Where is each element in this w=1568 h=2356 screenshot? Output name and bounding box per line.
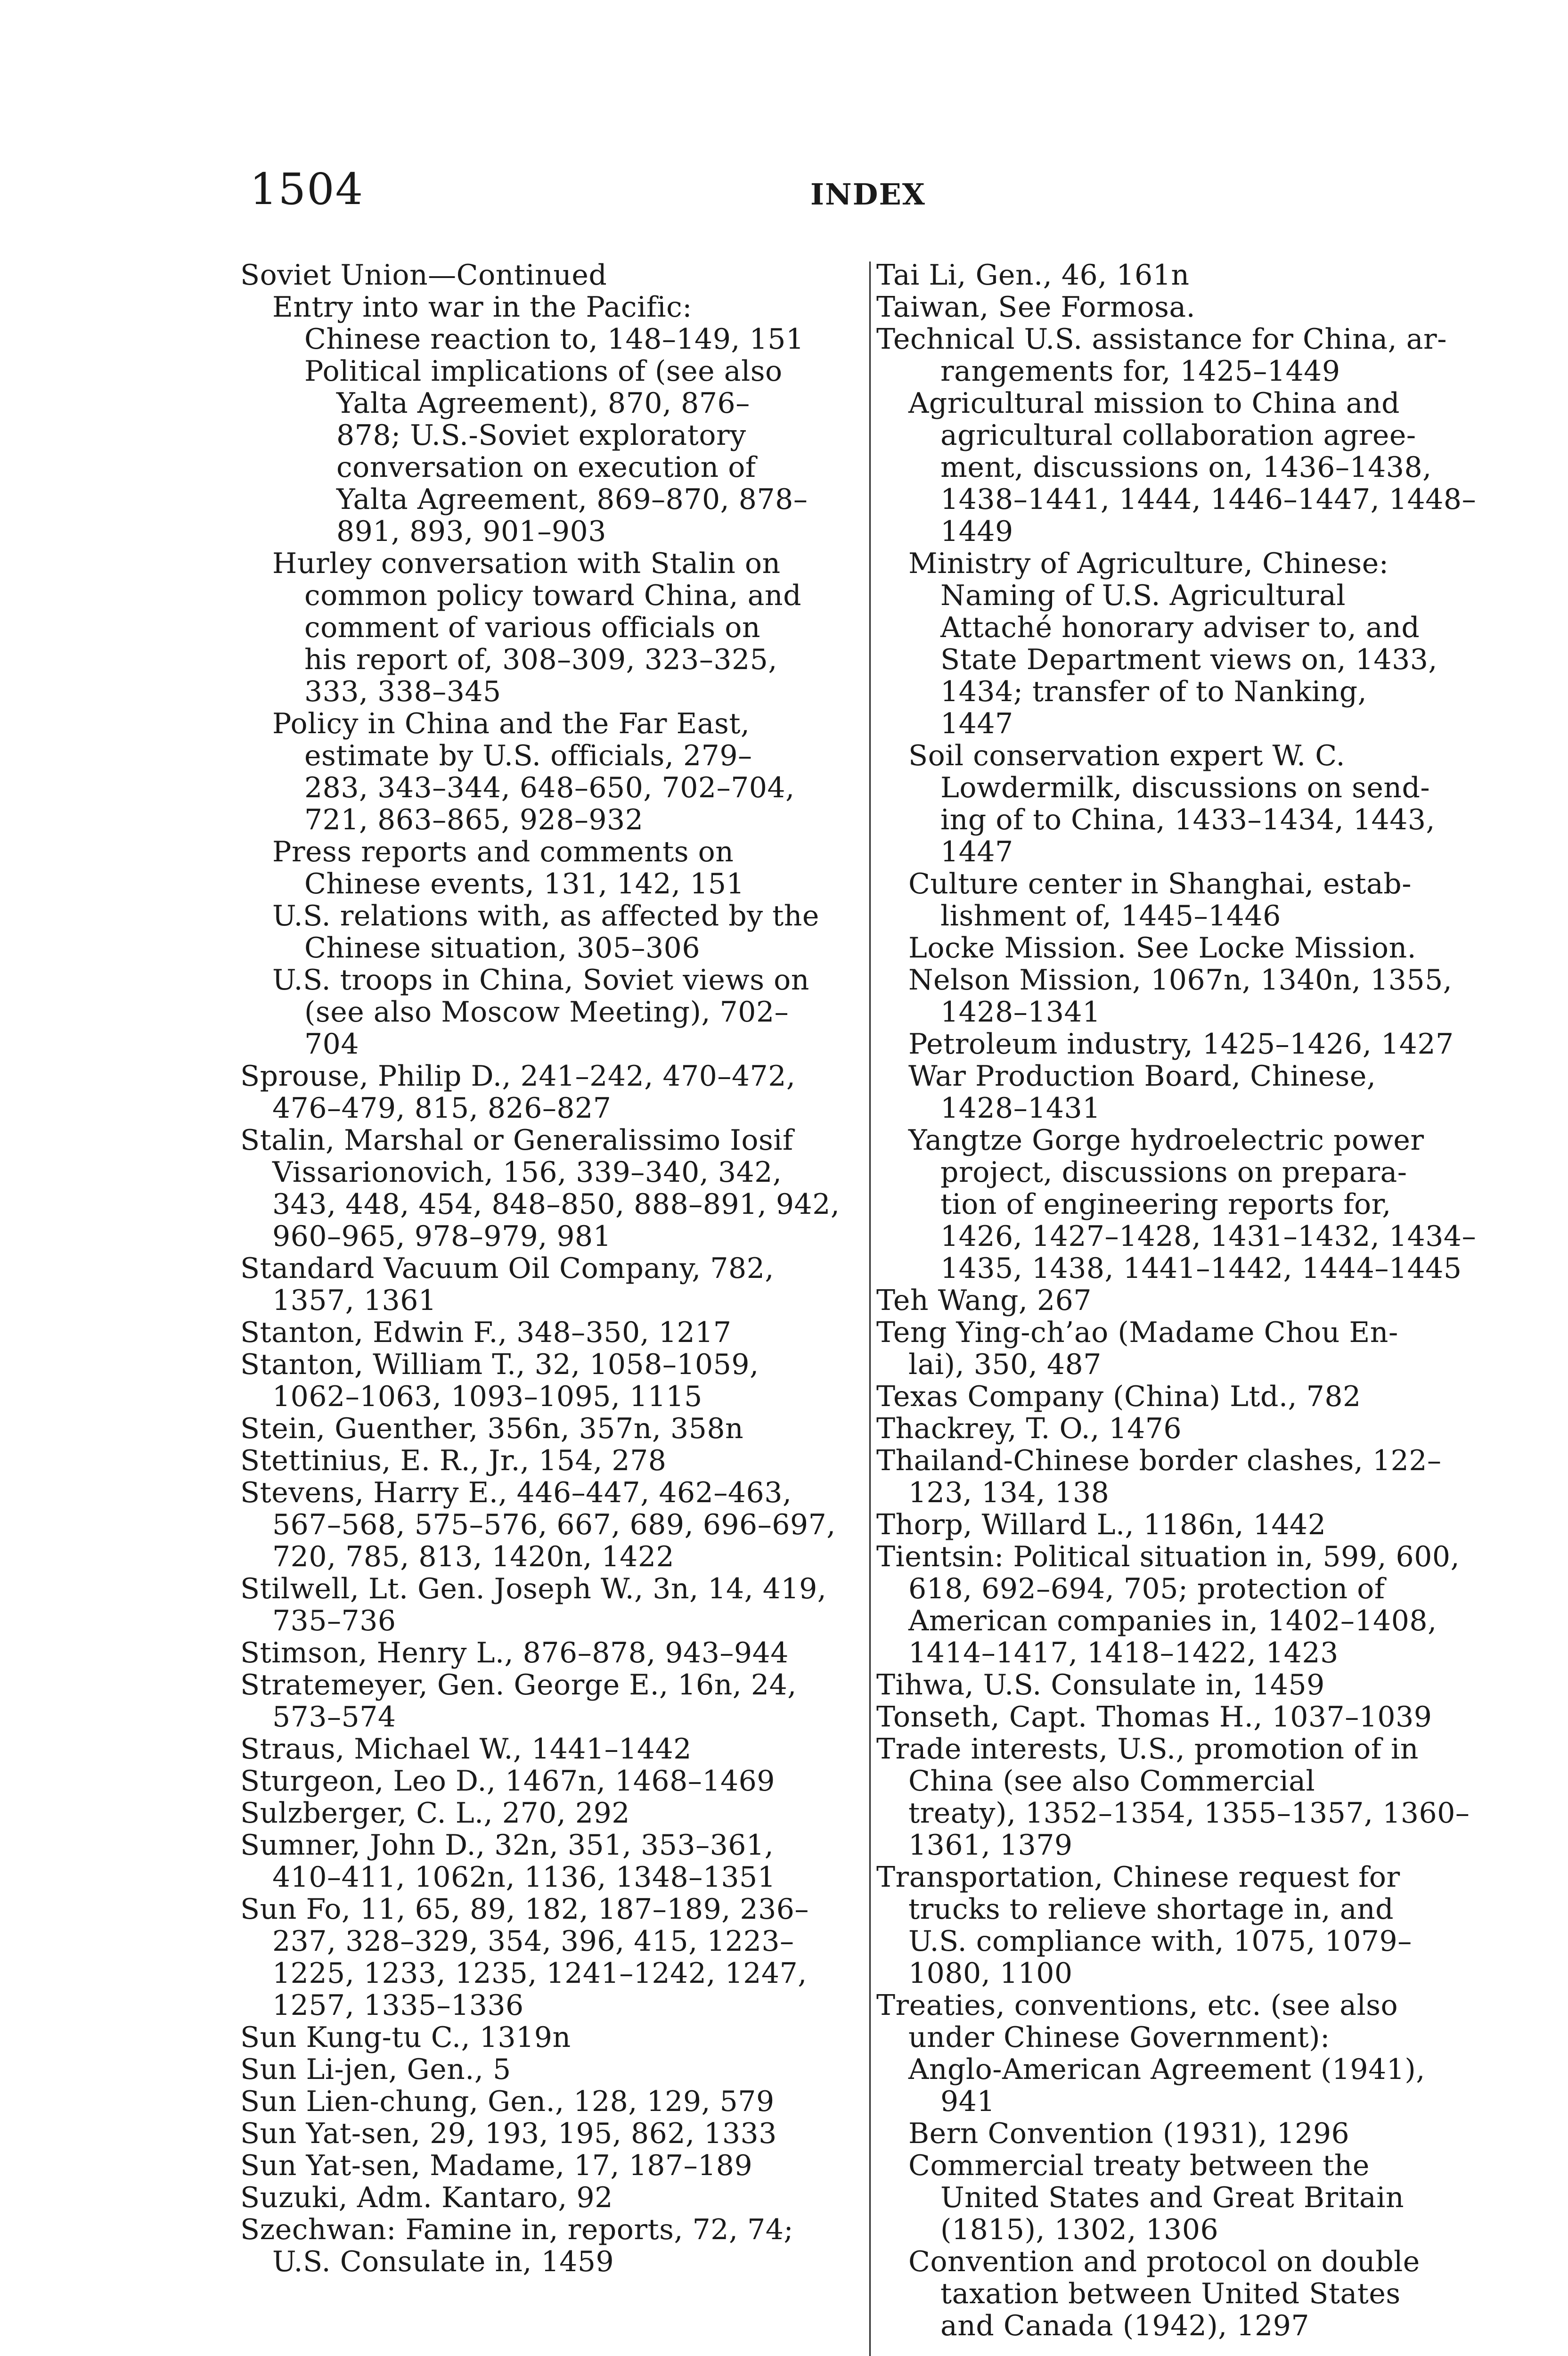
index-entry-line: U.S. Consulate in, 1459 xyxy=(272,2245,614,2278)
index-entry-line: 1062–1063, 1093–1095, 1115 xyxy=(272,1380,702,1413)
index-entry-line: 1438–1441, 1444, 1446–1447, 1448– xyxy=(940,483,1477,516)
index-entry-line: Convention and protocol on double xyxy=(908,2245,1420,2278)
index-entry-line: his report of, 308–309, 323–325, xyxy=(304,643,777,676)
index-entry-line: lishment of, 1445–1446 xyxy=(940,900,1281,933)
index-entry-line: Chinese events, 131, 142, 151 xyxy=(304,867,745,900)
index-entry-line: Stevens, Harry E., 446–447, 462–463, xyxy=(240,1476,792,1509)
index-entry-line: 1225, 1233, 1235, 1241–1242, 1247, xyxy=(272,1957,807,1990)
index-entry-line: trucks to relieve shortage in, and xyxy=(908,1893,1394,1926)
index-entry-line: U.S. compliance with, 1075, 1079– xyxy=(908,1925,1412,1958)
index-entry-line: 1449 xyxy=(940,515,1013,548)
index-entry-line: Agricultural mission to China and xyxy=(908,387,1400,420)
index-entry-line: Commercial treaty between the xyxy=(908,2149,1370,2182)
index-entry-line: 283, 343–344, 648–650, 702–704, xyxy=(304,771,795,804)
page-number: 1504 xyxy=(250,164,364,214)
index-entry-line: under Chinese Government): xyxy=(908,2021,1330,2054)
index-entry-line: Sun Lien-chung, Gen., 128, 129, 579 xyxy=(240,2085,775,2118)
index-entry-line: Chinese situation, 305–306 xyxy=(304,932,701,965)
index-entry-line: Sun Li-jen, Gen., 5 xyxy=(240,2053,511,2086)
index-entry-line: Vissarionovich, 156, 339–340, 342, xyxy=(272,1156,782,1189)
index-entry-line: 1361, 1379 xyxy=(908,1829,1073,1862)
index-entry-line: Political implications of (see also xyxy=(304,355,783,388)
index-entry-line: agricultural collaboration agree- xyxy=(940,419,1416,452)
index-entry-line: Sturgeon, Leo D., 1467n, 1468–1469 xyxy=(240,1765,775,1798)
index-entry-line: Petroleum industry, 1425–1426, 1427 xyxy=(908,1028,1454,1061)
running-head: INDEX xyxy=(810,177,926,212)
index-entry-line: Sun Yat-sen, Madame, 17, 187–189 xyxy=(240,2149,753,2182)
index-column-right xyxy=(876,259,1506,2342)
index-entry-line: Szechwan: Famine in, reports, 72, 74; xyxy=(240,2213,794,2246)
index-entry-line: 891, 893, 901–903 xyxy=(336,515,606,548)
index-entry-line: Nelson Mission, 1067n, 1340n, 1355, xyxy=(908,964,1453,997)
index-entry-line: 721, 863–865, 928–932 xyxy=(304,803,644,836)
index-entry-line: Stilwell, Lt. Gen. Joseph W., 3n, 14, 419, xyxy=(240,1572,827,1605)
index-entry-line: Suzuki, Adm. Kantaro, 92 xyxy=(240,2181,613,2214)
index-entry-line: Naming of U.S. Agricultural xyxy=(940,579,1346,612)
index-entry-line: estimate by U.S. officials, 279– xyxy=(304,739,752,772)
index-column-left xyxy=(240,259,872,2278)
index-entry-line: Press reports and comments on xyxy=(272,835,734,868)
index-entry-line: 1428–1431 xyxy=(940,1092,1101,1125)
index-entry-line: Treaties, conventions, etc. (see also xyxy=(876,1989,1398,2022)
index-entry-line: Chinese reaction to, 148–149, 151 xyxy=(304,323,804,356)
index-entry-line: Locke Mission. See Locke Mission. xyxy=(908,932,1417,965)
column-divider-rule xyxy=(869,262,871,2356)
index-entry-line: Tientsin: Political situation in, 599, 600, xyxy=(876,1540,1460,1573)
index-entry-line: project, discussions on prepara- xyxy=(940,1156,1407,1189)
index-entry-line: Teh Wang, 267 xyxy=(876,1284,1092,1317)
index-entry-line: Standard Vacuum Oil Company, 782, xyxy=(240,1252,774,1285)
index-entry-line: 1080, 1100 xyxy=(908,1957,1073,1990)
index-entry-line: Sulzberger, C. L., 270, 292 xyxy=(240,1797,630,1830)
index-entry-line: Lowdermilk, discussions on send- xyxy=(940,771,1430,804)
index-entry-line: Stein, Guenther, 356n, 357n, 358n xyxy=(240,1412,744,1445)
index-entry-line: 410–411, 1062n, 1136, 1348–1351 xyxy=(272,1861,776,1894)
index-entry-line: Culture center in Shanghai, estab- xyxy=(908,867,1412,900)
index-entry-line: Stratemeyer, Gen. George E., 16n, 24, xyxy=(240,1669,797,1702)
index-entry-line: and Canada (1942), 1297 xyxy=(940,2309,1310,2342)
index-entry-line: Attaché honorary adviser to, and xyxy=(940,611,1420,644)
index-entry-line: rangements for, 1425–1449 xyxy=(940,355,1340,388)
index-entry-line: Texas Company (China) Ltd., 782 xyxy=(876,1380,1361,1413)
index-entry-line: tion of engineering reports for, xyxy=(940,1188,1391,1221)
index-entry-line: Soil conservation expert W. C. xyxy=(908,739,1346,772)
index-entry-line: Stalin, Marshal or Generalissimo Iosif xyxy=(240,1124,793,1157)
index-entry-line: State Department views on, 1433, xyxy=(940,643,1437,676)
index-entry-line: (see also Moscow Meeting), 702– xyxy=(304,996,789,1029)
index-entry-line: comment of various officials on xyxy=(304,611,761,644)
index-entry-line: United States and Great Britain xyxy=(940,2181,1405,2214)
index-entry-line: Tihwa, U.S. Consulate in, 1459 xyxy=(876,1669,1325,1702)
index-entry-line: 1447 xyxy=(940,707,1013,740)
index-entry-line: Thorp, Willard L., 1186n, 1442 xyxy=(876,1508,1326,1541)
index-entry-line: Thailand-Chinese border clashes, 122– xyxy=(876,1444,1442,1477)
index-entry-line: Trade interests, U.S., promotion of in xyxy=(876,1733,1419,1766)
index-entry-line: 960–965, 978–979, 981 xyxy=(272,1220,612,1253)
index-entry-line: lai), 350, 487 xyxy=(908,1348,1102,1381)
index-entry-line: Soviet Union—Continued xyxy=(240,259,607,292)
index-entry-line: 123, 134, 138 xyxy=(908,1476,1110,1509)
index-entry-line: War Production Board, Chinese, xyxy=(908,1060,1376,1093)
index-entry-line: Anglo-American Agreement (1941), xyxy=(908,2053,1425,2086)
index-entry-line: 1428–1341 xyxy=(940,996,1101,1029)
index-entry-line: Straus, Michael W., 1441–1442 xyxy=(240,1733,692,1766)
index-entry-line: Bern Convention (1931), 1296 xyxy=(908,2117,1350,2150)
index-entry-line: 333, 338–345 xyxy=(304,675,501,708)
index-entry-line: 735–736 xyxy=(272,1604,396,1637)
index-entry-line: Sun Fo, 11, 65, 89, 182, 187–189, 236– xyxy=(240,1893,809,1926)
index-entry-line: 1447 xyxy=(940,835,1013,868)
index-entry-line: 1357, 1361 xyxy=(272,1284,437,1317)
index-entry-line: Stettinius, E. R., Jr., 154, 278 xyxy=(240,1444,667,1477)
index-entry-line: 1426, 1427–1428, 1431–1432, 1434– xyxy=(940,1220,1477,1253)
index-entry-line: Transportation, Chinese request for xyxy=(876,1861,1400,1894)
index-entry-line: Taiwan, See Formosa. xyxy=(876,291,1196,324)
index-entry-line: 237, 328–329, 354, 396, 415, 1223– xyxy=(272,1925,794,1958)
index-entry-line: 720, 785, 813, 1420n, 1422 xyxy=(272,1540,675,1573)
index-entry-line: (1815), 1302, 1306 xyxy=(940,2213,1219,2246)
index-entry-line: Tai Li, Gen., 46, 161n xyxy=(876,259,1190,292)
index-entry-line: 567–568, 575–576, 667, 689, 696–697, xyxy=(272,1508,836,1541)
index-entry-line: Sprouse, Philip D., 241–242, 470–472, xyxy=(240,1060,796,1093)
index-entry-line: 878; U.S.-Soviet exploratory xyxy=(336,419,746,452)
index-entry-line: common policy toward China, and xyxy=(304,579,801,612)
index-entry-line: Yalta Agreement), 870, 876– xyxy=(336,387,750,420)
index-entry-line: 704 xyxy=(304,1028,359,1061)
index-entry-line: 1434; transfer of to Nanking, xyxy=(940,675,1367,708)
index-entry-line: Entry into war in the Pacific: xyxy=(272,291,692,324)
index-entry-line: 1414–1417, 1418–1422, 1423 xyxy=(908,1636,1339,1669)
index-entry-line: 476–479, 815, 826–827 xyxy=(272,1092,612,1125)
index-entry-line: Technical U.S. assistance for China, ar- xyxy=(876,323,1447,356)
index-entry-line: Thackrey, T. O., 1476 xyxy=(876,1412,1182,1445)
index-entry-line: Sumner, John D., 32n, 351, 353–361, xyxy=(240,1829,774,1862)
index-entry-line: Sun Yat-sen, 29, 193, 195, 862, 1333 xyxy=(240,2117,777,2150)
index-entry-line: Sun Kung-tu C., 1319n xyxy=(240,2021,571,2054)
index-entry-line: ing of to China, 1433–1434, 1443, xyxy=(940,803,1436,836)
index-entry-line: taxation between United States xyxy=(940,2277,1401,2310)
index-entry-line: U.S. troops in China, Soviet views on xyxy=(272,964,809,997)
index-entry-line: conversation on execution of xyxy=(336,451,756,484)
index-entry-line: Stimson, Henry L., 876–878, 943–944 xyxy=(240,1636,789,1669)
index-entry-line: Ministry of Agriculture, Chinese: xyxy=(908,547,1389,580)
index-entry-line: Hurley conversation with Stalin on xyxy=(272,547,781,580)
index-entry-line: 1257, 1335–1336 xyxy=(272,1989,524,2022)
index-entry-line: Policy in China and the Far East, xyxy=(272,707,750,740)
index-entry-line: Stanton, Edwin F., 348–350, 1217 xyxy=(240,1316,732,1349)
index-entry-line: Stanton, William T., 32, 1058–1059, xyxy=(240,1348,759,1381)
index-entry-line: 573–574 xyxy=(272,1701,396,1734)
index-entry-line: 343, 448, 454, 848–850, 888–891, 942, xyxy=(272,1188,840,1221)
index-entry-line: 1435, 1438, 1441–1442, 1444–1445 xyxy=(940,1252,1462,1285)
index-entry-line: Yalta Agreement, 869–870, 878– xyxy=(336,483,808,516)
index-entry-line: 618, 692–694, 705; protection of xyxy=(908,1572,1385,1605)
index-entry-line: American companies in, 1402–1408, xyxy=(908,1604,1437,1637)
index-entry-line: U.S. relations with, as affected by the xyxy=(272,900,819,933)
index-entry-line: China (see also Commercial xyxy=(908,1765,1315,1798)
index-entry-line: Yangtze Gorge hydroelectric power xyxy=(908,1124,1424,1157)
index-entry-line: 941 xyxy=(940,2085,996,2118)
index-entry-line: ment, discussions on, 1436–1438, xyxy=(940,451,1432,484)
index-entry-line: Tonseth, Capt. Thomas H., 1037–1039 xyxy=(876,1701,1432,1734)
index-entry-line: treaty), 1352–1354, 1355–1357, 1360– xyxy=(908,1797,1470,1830)
index-entry-line: Teng Ying-ch’ao (Madame Chou En- xyxy=(876,1316,1398,1349)
